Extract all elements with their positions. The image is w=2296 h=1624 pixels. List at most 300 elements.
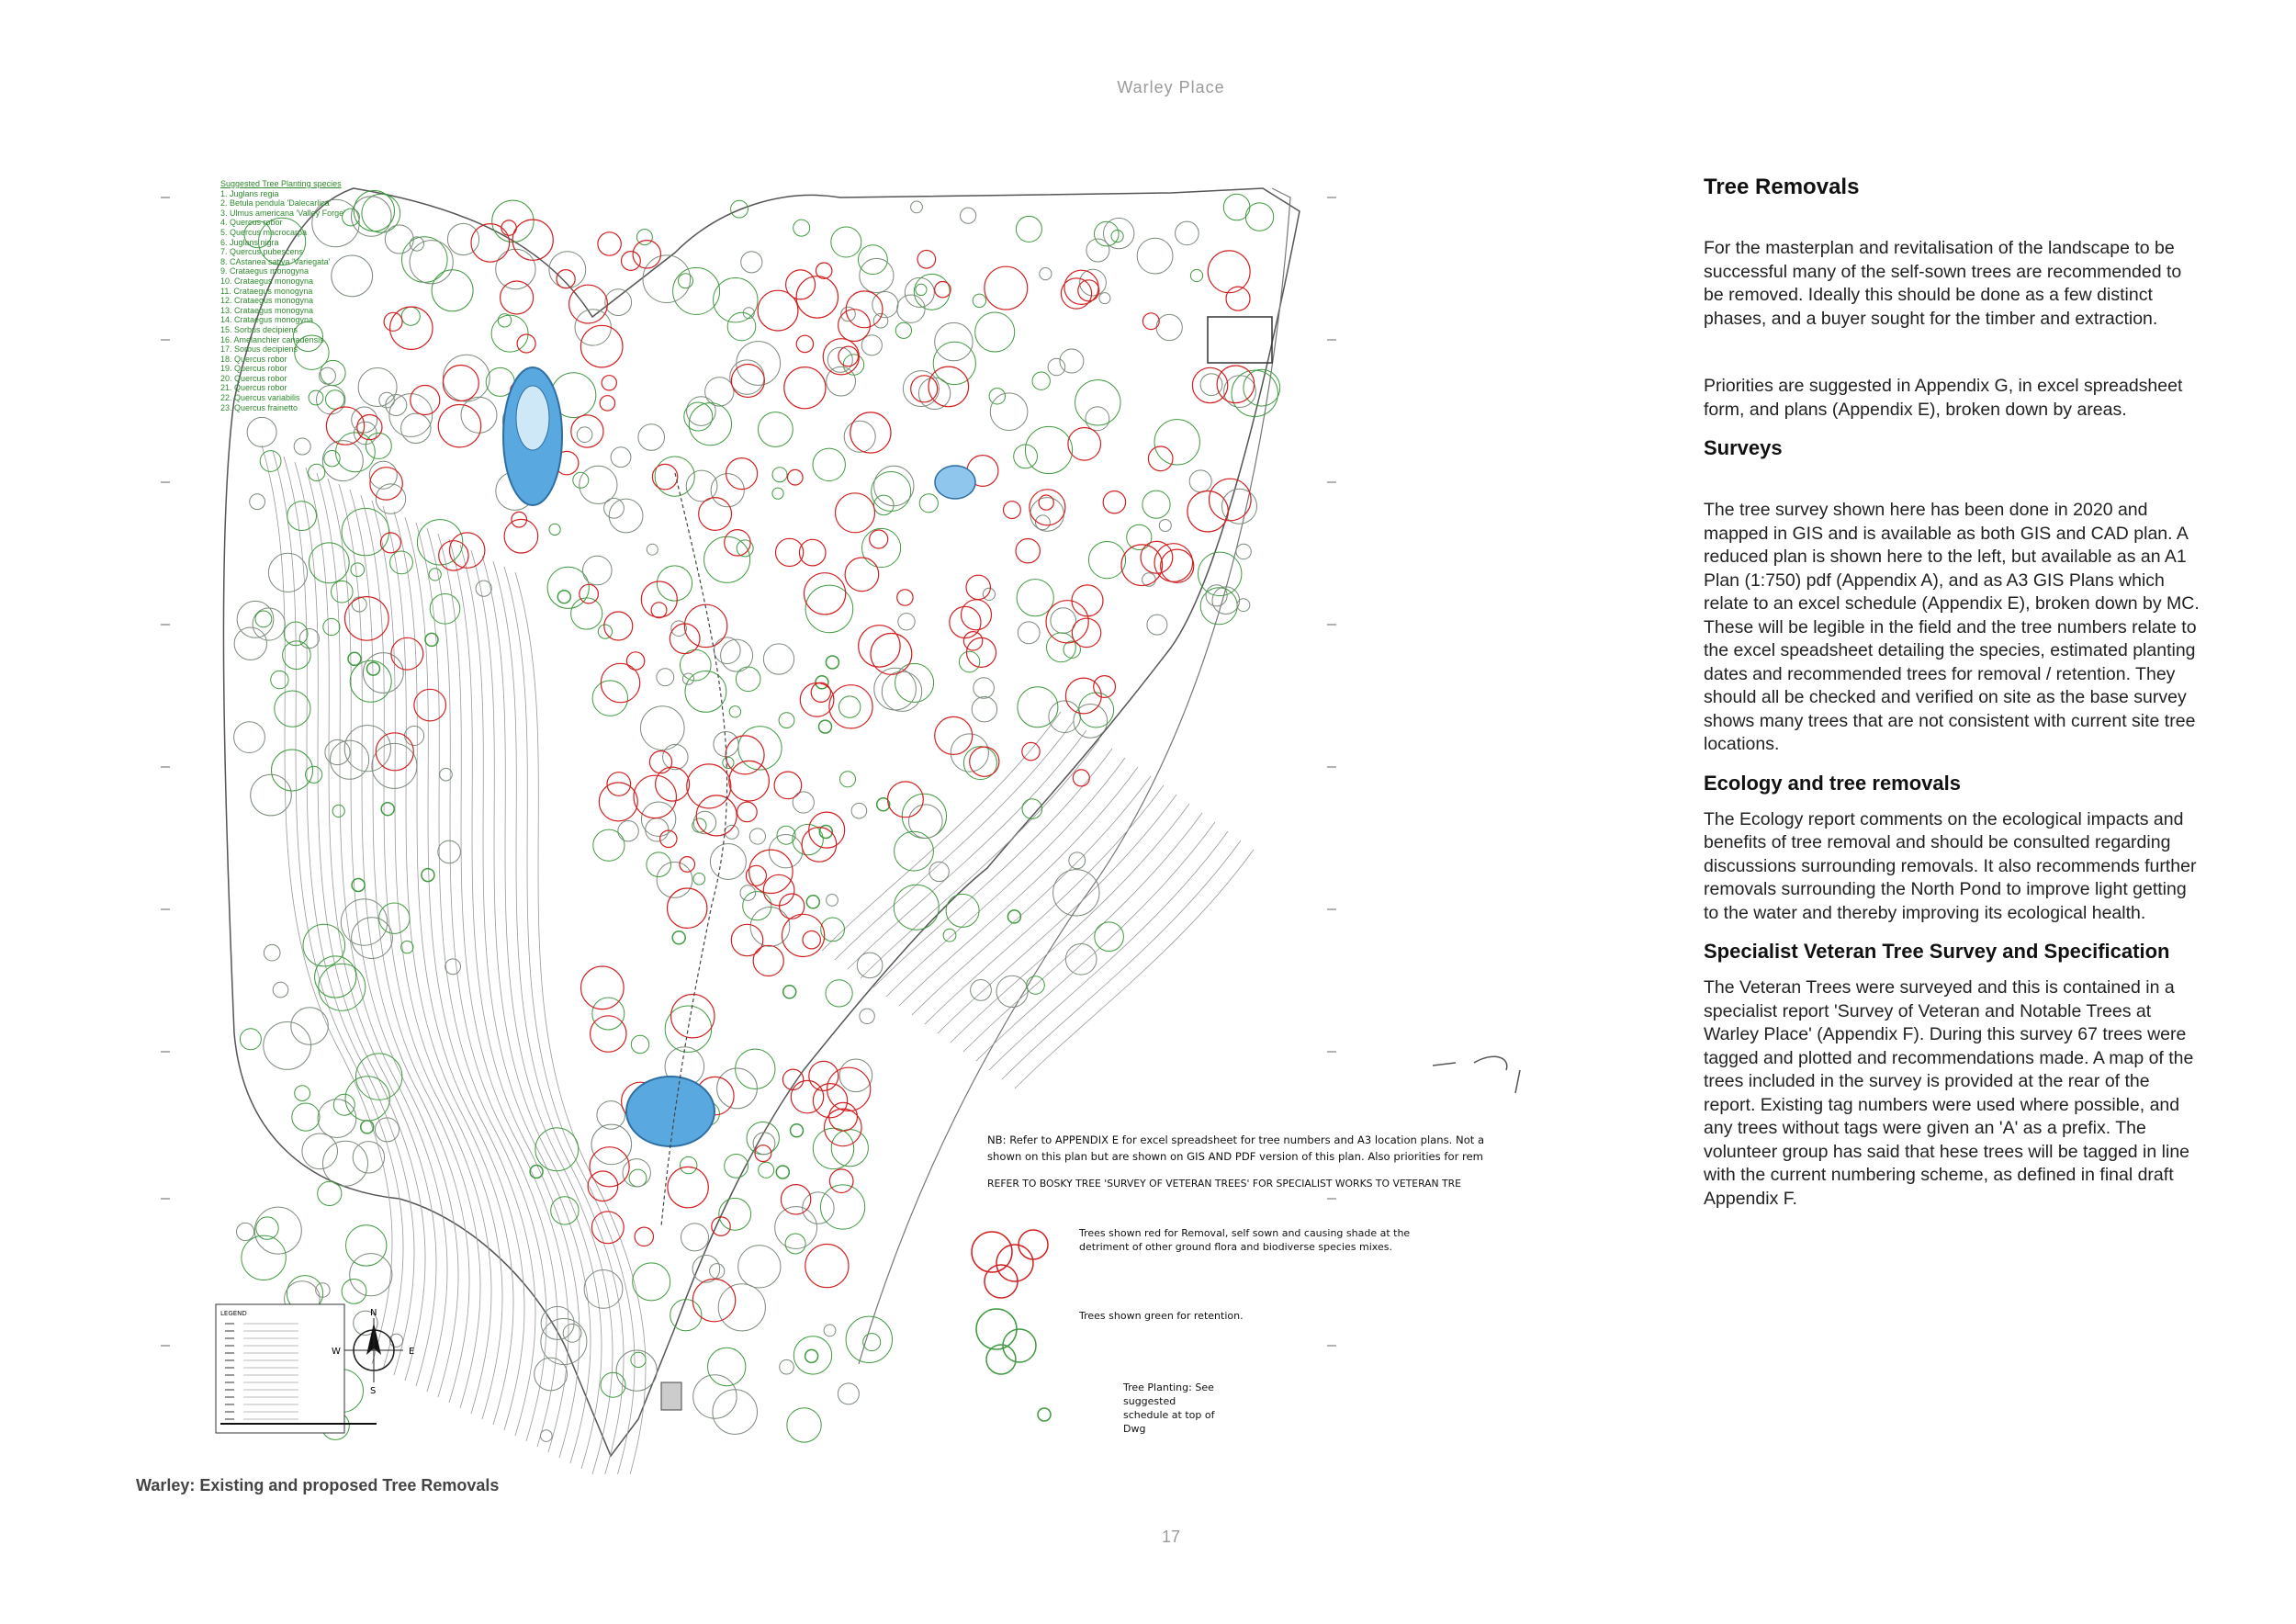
- retained-tree: [737, 342, 781, 386]
- retained-tree: [715, 637, 741, 664]
- retained-tree: [476, 581, 491, 596]
- planting-marker: [783, 986, 796, 998]
- retained-tree: [496, 249, 535, 288]
- retained-tree: [592, 998, 625, 1030]
- removal-tree: [598, 232, 621, 255]
- retained-tree: [410, 241, 453, 284]
- retained-tree: [826, 980, 852, 1007]
- removal-tree: [687, 764, 731, 808]
- retained-tree: [657, 669, 674, 686]
- removal-tree: [414, 689, 446, 721]
- species-item: 15. Sorbus decipiens: [220, 324, 298, 334]
- retained-tree: [725, 825, 738, 839]
- species-item: 12. Crataegus monogyna: [220, 296, 314, 306]
- retained-tree: [275, 691, 310, 727]
- retained-tree: [299, 629, 319, 648]
- removal-tree: [870, 530, 888, 548]
- retained-tree: [902, 794, 946, 838]
- retained-tree: [705, 378, 734, 406]
- removal-tree: [1142, 313, 1159, 330]
- retained-tree: [369, 461, 397, 489]
- retained-tree: [346, 1225, 387, 1266]
- retained-tree: [237, 1223, 254, 1240]
- species-item: 1. Juglans regia: [220, 188, 279, 198]
- removal-tree: [649, 751, 671, 773]
- retained-tree: [319, 964, 366, 1010]
- removal-tree: [935, 716, 973, 754]
- key-red-symbol: [972, 1230, 1048, 1298]
- retained-tree: [353, 1142, 384, 1173]
- retained-tree: [763, 644, 793, 674]
- planting-marker: [348, 652, 361, 665]
- retained-tree: [376, 1118, 400, 1142]
- planting-marker: [422, 869, 434, 882]
- retained-tree: [318, 1181, 342, 1205]
- removal-tree: [809, 1061, 838, 1090]
- removal-tree: [962, 600, 992, 630]
- removal-tree: [788, 469, 804, 485]
- removal-tree: [501, 281, 534, 314]
- retained-tree: [1086, 407, 1109, 431]
- retained-tree: [793, 792, 814, 813]
- retained-tree: [961, 208, 976, 223]
- contour-line: [963, 813, 1202, 1052]
- species-item: 4. Quercus robor: [220, 218, 283, 228]
- retained-tree: [785, 1234, 805, 1254]
- removal-tree: [731, 924, 762, 955]
- removal-tree: [684, 604, 726, 647]
- removal-tree: [1187, 491, 1228, 532]
- removal-tree: [1078, 280, 1099, 301]
- retained-tree: [647, 544, 658, 555]
- contour-line: [339, 484, 469, 1403]
- retained-tree: [681, 1156, 697, 1173]
- retained-tree: [535, 1128, 579, 1171]
- retained-tree: [839, 1059, 872, 1092]
- retained-tree: [1018, 622, 1040, 644]
- retained-tree: [417, 520, 462, 565]
- retained-tree: [351, 563, 365, 577]
- retained-tree: [860, 258, 894, 292]
- retained-tree: [1199, 552, 1242, 595]
- removal-tree: [1065, 678, 1101, 714]
- species-item: 7. Quercus pubescens: [220, 247, 304, 257]
- retained-tree: [341, 899, 387, 945]
- retained-tree: [714, 278, 758, 322]
- retained-tree: [895, 831, 934, 871]
- retained-tree: [1047, 633, 1076, 662]
- removal-tree: [970, 747, 999, 776]
- contour-line: [427, 528, 557, 1447]
- retained-tree: [432, 270, 473, 311]
- retained-tree: [541, 1430, 553, 1442]
- planting-marker: [805, 1349, 818, 1362]
- retained-tree: [1142, 491, 1170, 518]
- retained-tree: [973, 294, 985, 307]
- retained-tree: [780, 1359, 794, 1374]
- retained-tree: [1099, 293, 1110, 304]
- retained-tree: [1095, 922, 1124, 952]
- surveys-heading: Surveys: [1704, 436, 1783, 459]
- removal-tree: [571, 415, 603, 447]
- removal-tree: [1148, 446, 1173, 471]
- removal-tree: [917, 251, 936, 269]
- planting-marker: [361, 1121, 374, 1133]
- north-pond: [626, 1077, 715, 1146]
- removal-tree: [1161, 549, 1194, 582]
- retained-tree: [268, 553, 307, 592]
- retained-tree: [260, 451, 281, 472]
- retained-tree: [753, 1133, 775, 1155]
- planting-marker: [776, 1166, 789, 1179]
- removal-tree: [800, 683, 834, 717]
- removal-tree: [809, 812, 845, 848]
- retained-tree: [787, 1408, 821, 1442]
- retained-tree: [747, 1122, 779, 1154]
- removal-tree: [749, 850, 793, 893]
- contour-line: [361, 495, 491, 1414]
- retained-tree: [342, 1280, 366, 1304]
- retained-tree: [827, 895, 838, 907]
- retained-tree: [401, 307, 420, 325]
- species-item: 8. CAstanea sativa 'Variegata': [220, 256, 331, 266]
- species-item: 23. Quercus frainetto: [220, 402, 298, 412]
- retained-tree: [611, 447, 631, 468]
- contour-line: [822, 712, 1061, 951]
- retained-tree: [1069, 852, 1086, 869]
- retained-tree: [972, 697, 996, 722]
- retained-tree: [831, 227, 861, 257]
- planting-marker: [672, 931, 685, 944]
- species-item: 18. Quercus robor: [220, 354, 287, 364]
- contour-line: [493, 561, 624, 1474]
- removal-tree: [774, 772, 802, 799]
- retained-tree: [255, 611, 272, 627]
- retained-tree: [563, 1324, 581, 1342]
- retained-tree: [897, 295, 925, 322]
- retained-tree: [824, 1325, 836, 1336]
- retained-tree: [681, 649, 712, 681]
- removal-tree: [699, 498, 732, 531]
- species-item: 3. Ulmus americana 'Valley Forge': [220, 208, 345, 218]
- removal-tree: [753, 945, 783, 976]
- removal-tree: [604, 612, 633, 640]
- retained-tree: [838, 1383, 859, 1404]
- removal-tree: [600, 396, 614, 411]
- retained-tree: [710, 844, 746, 880]
- retained-tree: [271, 671, 288, 688]
- retained-tree: [990, 393, 1028, 431]
- retained-tree: [350, 660, 391, 702]
- removal-tree: [668, 1167, 708, 1207]
- retained-tree: [919, 494, 938, 513]
- retained-tree: [302, 1133, 338, 1169]
- priorities-paragraph: Priorities are suggested in Appendix G, in excel spreadsheet form, and plans (Appendix E), broken down by areas.: [1704, 376, 2183, 420]
- mid-pond: [935, 466, 975, 499]
- removal-tree: [850, 412, 891, 453]
- plan-notes: [987, 1132, 1589, 1192]
- retained-tree: [323, 1141, 368, 1186]
- retained-tree: [1159, 520, 1171, 532]
- retained-tree: [749, 829, 765, 844]
- planting-marker: [826, 656, 838, 669]
- retained-tree: [618, 821, 638, 841]
- removal-tree: [590, 1147, 629, 1187]
- retained-tree: [895, 322, 911, 338]
- removal-tree: [758, 290, 798, 331]
- retained-tree: [1236, 544, 1251, 558]
- retained-tree: [323, 618, 340, 635]
- retained-tree: [350, 1254, 392, 1296]
- key-red-description: Trees shown red for Removal, self sown and causing shade at the detriment of other ground flora and biodiverse species mixes.: [1079, 1227, 1411, 1253]
- contour-line: [372, 501, 502, 1419]
- retained-tree: [861, 335, 882, 355]
- retained-tree: [402, 237, 448, 283]
- retained-tree: [641, 706, 685, 750]
- removal-tree: [668, 888, 707, 928]
- species-item: 20. Quercus robor: [220, 373, 287, 383]
- retained-tree: [905, 277, 934, 307]
- removal-tree: [635, 1227, 653, 1246]
- species-item: 22. Quercus variabilis: [220, 393, 300, 403]
- retained-tree: [372, 743, 417, 788]
- removal-tree: [1046, 601, 1088, 643]
- removal-tree: [680, 857, 695, 873]
- retained-tree: [813, 448, 845, 480]
- retained-tree: [322, 441, 363, 481]
- removal-tree: [591, 1212, 624, 1244]
- retained-tree: [292, 1103, 320, 1131]
- retained-tree: [461, 397, 497, 433]
- removal-tree: [763, 874, 794, 906]
- retained-tree: [1075, 380, 1120, 425]
- removal-tree: [967, 637, 996, 667]
- retained-tree: [681, 1224, 709, 1251]
- removal-tree: [829, 685, 872, 728]
- retained-tree: [385, 225, 413, 254]
- planting-marker: [791, 1124, 804, 1137]
- retained-tree: [665, 1006, 711, 1052]
- retained-tree: [793, 824, 823, 854]
- retained-tree: [1032, 372, 1050, 389]
- key-green-symbol: [976, 1309, 1036, 1374]
- retained-tree: [772, 488, 783, 499]
- retained-tree: [401, 941, 413, 953]
- retained-tree: [358, 368, 397, 407]
- removal-tree: [1016, 539, 1040, 563]
- legend-title: LEGEND: [220, 1310, 247, 1317]
- removal-tree: [731, 365, 764, 398]
- page-number: 17: [1161, 1528, 1181, 1546]
- retained-tree: [379, 903, 410, 933]
- retained-tree: [894, 885, 939, 930]
- retained-tree: [775, 1207, 817, 1249]
- retained-tree: [916, 284, 927, 295]
- retained-tree: [1154, 420, 1199, 465]
- retained-tree: [264, 944, 280, 961]
- retained-tree: [591, 1124, 632, 1165]
- page-title: Tree Removals: [1704, 175, 1860, 199]
- contour-line: [899, 767, 1138, 1006]
- retained-tree: [306, 766, 322, 783]
- removal-tree: [357, 415, 382, 440]
- removal-tree: [796, 335, 813, 352]
- removal-tree: [1072, 618, 1100, 647]
- removal-tree: [829, 1102, 858, 1131]
- planting-marker: [367, 662, 380, 675]
- removal-tree: [825, 1109, 862, 1146]
- retained-tree: [713, 1390, 758, 1435]
- contour-line: [449, 539, 580, 1458]
- removal-tree: [737, 802, 758, 822]
- retained-tree: [759, 412, 793, 447]
- removal-tree: [626, 652, 644, 670]
- species-item: 5. Quercus macrocarpa: [220, 227, 308, 237]
- removal-tree: [1073, 770, 1089, 786]
- retained-tree: [609, 499, 643, 533]
- removal-tree: [784, 367, 826, 409]
- contour-line: [306, 468, 436, 1386]
- species-item: 13. Crataegus monogyna: [220, 305, 314, 315]
- removal-tree: [411, 386, 440, 415]
- retained-tree: [1048, 358, 1065, 376]
- contour-line: [504, 567, 635, 1474]
- veteran-heading: Specialist Veteran Tree Survey and Specification: [1704, 940, 2170, 963]
- removal-tree: [888, 782, 924, 818]
- retained-tree: [1232, 370, 1277, 416]
- contour-line: [471, 550, 602, 1469]
- intro-paragraph: For the masterplan and revitalisation of the landscape to be successful many of the self-sown trees are recommended to be removed. Ideally this should be done as a few distinct phases, and a buyer sought for the timber and extraction.: [1704, 238, 2182, 329]
- retained-tree: [629, 1169, 647, 1187]
- removal-tree: [580, 325, 623, 367]
- removal-tree: [370, 468, 402, 500]
- retained-tree: [711, 474, 744, 507]
- planting-marker: [557, 591, 570, 603]
- retained-tree: [352, 918, 393, 959]
- key-planting-description: Tree Planting: See suggested schedule at top of Dwg: [1123, 1382, 1215, 1435]
- key-planting-symbol: [1038, 1408, 1051, 1421]
- removal-tree: [652, 464, 677, 489]
- retained-tree: [725, 1155, 748, 1179]
- retained-tree: [793, 1336, 831, 1374]
- ecology-heading: Ecology and tree removals: [1704, 771, 1961, 795]
- ecology-paragraph: The Ecology report comments on the ecological impacts and benefits of tree removal and should be consulted regarding discussions surrounding removals. It also recommends further removals surrounding the North Pond to improve light getting to the water and thereby improving its ecological health.: [1704, 808, 2197, 923]
- species-item: 2. Betula pendula 'Dalecarlica': [220, 198, 332, 209]
- retained-tree: [704, 536, 750, 582]
- removal-tree: [1141, 541, 1173, 573]
- retained-tree: [638, 424, 665, 451]
- retained-tree: [1040, 268, 1052, 280]
- species-list: [220, 179, 345, 412]
- retained-tree: [318, 1100, 356, 1138]
- retained-tree: [332, 581, 354, 603]
- retained-tree: [663, 744, 688, 769]
- retained-tree: [647, 852, 671, 877]
- site-plan-drawing: [161, 170, 1593, 1474]
- removal-tree: [712, 1217, 730, 1235]
- retained-tree: [1017, 580, 1053, 616]
- removal-tree: [391, 637, 423, 670]
- retained-tree: [234, 627, 266, 660]
- key-green-description: Trees shown green for retention.: [1079, 1310, 1244, 1322]
- retained-tree: [741, 252, 762, 273]
- retained-tree: [693, 874, 705, 885]
- removal-tree: [443, 366, 478, 401]
- retained-tree: [309, 543, 349, 583]
- running-header: Warley Place: [1117, 78, 1225, 96]
- retained-tree: [631, 1352, 646, 1367]
- retained-tree: [242, 1235, 286, 1280]
- retained-tree: [898, 614, 915, 630]
- retained-tree: [743, 892, 771, 920]
- retained-tree: [443, 355, 490, 401]
- retained-tree: [679, 274, 693, 288]
- retained-tree: [708, 1348, 746, 1385]
- retained-tree: [273, 982, 288, 998]
- retained-tree: [1060, 349, 1084, 373]
- contour-line: [438, 534, 568, 1452]
- north-label: N: [370, 1308, 377, 1318]
- removal-tree: [1103, 491, 1125, 513]
- tree-removal-plan: [161, 170, 1593, 1474]
- removal-tree: [1004, 502, 1021, 519]
- removal-tree: [1068, 428, 1101, 461]
- retained-tree: [844, 421, 875, 452]
- planting-marker: [806, 896, 819, 908]
- retained-tree: [1156, 314, 1182, 340]
- removal-tree: [622, 252, 641, 271]
- removal-tree: [796, 276, 838, 318]
- removal-tree: [803, 931, 820, 949]
- veteran-paragraph: The Veteran Trees were surveyed and this is contained in a specialist report 'Survey of Veteran and Notable Trees at Warley Place' (Appendix F). During this survey 67 trees were tagged and plotted and recommendations made. A map of the trees included in the survey is provided at the rear of the report. Existing tag numbers were used where possible, and any trees without tags were given an 'A' as a prefix. The volunteer group has said that hese trees will be tagged in line with the current numbering scheme, as defined in final draft Appendix F.: [1704, 977, 2194, 1209]
- removal-tree: [651, 603, 667, 618]
- removal-tree: [1072, 585, 1103, 616]
- removal-tree: [599, 783, 637, 821]
- retained-tree: [1088, 542, 1125, 579]
- retained-tree: [295, 1086, 310, 1101]
- removal-tree: [692, 1279, 735, 1321]
- retained-tree: [974, 678, 995, 699]
- retained-tree: [946, 894, 979, 927]
- east-label: E: [409, 1347, 415, 1357]
- retained-tree: [549, 524, 560, 535]
- retained-tree: [943, 929, 956, 942]
- retained-tree: [873, 313, 888, 328]
- species-item: 19. Quercus robor: [220, 364, 287, 374]
- removal-tree: [641, 581, 677, 617]
- removal-tree: [845, 558, 879, 592]
- south-label: S: [370, 1386, 377, 1396]
- retained-tree: [646, 818, 669, 841]
- retained-tree: [1065, 944, 1097, 976]
- contour-line: [951, 804, 1189, 1043]
- species-item: 17. Sorbus decipiens: [220, 344, 298, 355]
- retained-tree: [655, 457, 694, 496]
- removal-tree: [805, 1245, 849, 1288]
- retained-tree: [793, 220, 810, 236]
- removal-tree: [836, 493, 875, 533]
- retained-tree: [1016, 216, 1041, 242]
- retained-tree: [583, 556, 613, 585]
- removal-tree: [782, 1069, 803, 1089]
- scribble-mark: [1433, 1056, 1520, 1093]
- removal-tree: [696, 795, 737, 836]
- removal-tree: [1022, 742, 1040, 760]
- retained-tree: [633, 1263, 670, 1301]
- planting-marker: [381, 803, 394, 816]
- building-outline: [1208, 317, 1272, 363]
- retained-tree: [410, 237, 423, 251]
